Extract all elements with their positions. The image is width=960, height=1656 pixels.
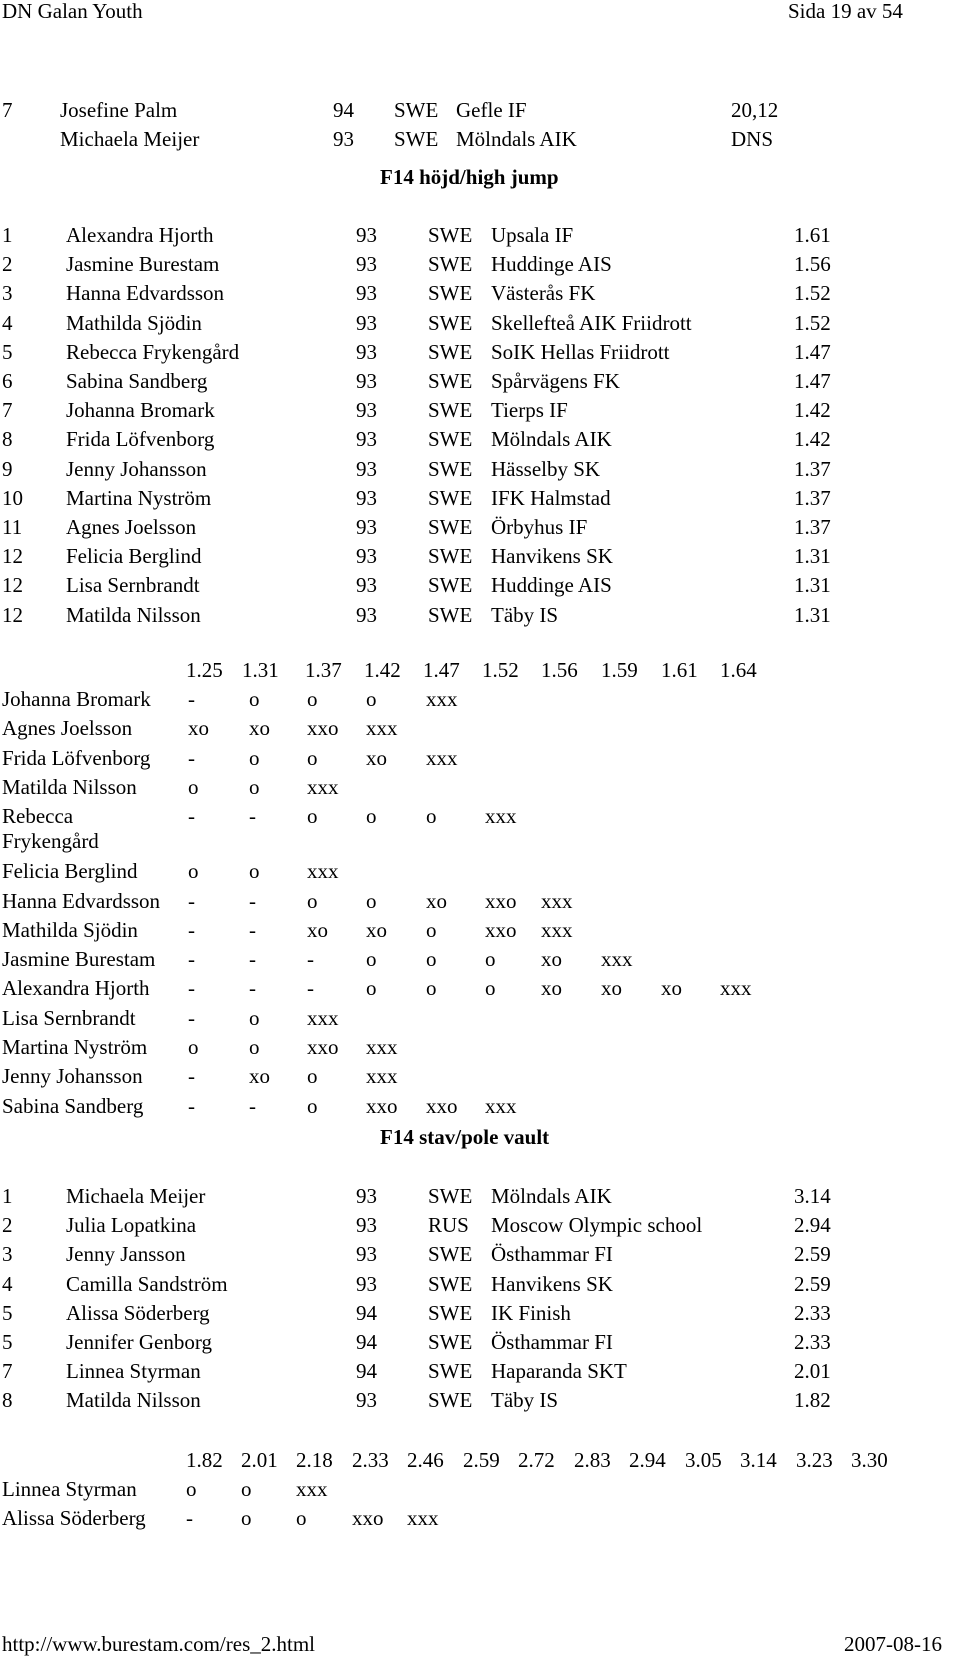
pole-vault-result-cell: Östhammar FI xyxy=(491,1330,613,1354)
pole-vault-result-cell: 2.59 xyxy=(794,1242,831,1267)
header-title: DN Galan Youth xyxy=(2,0,143,23)
pole-vault-result-cell: 93 xyxy=(356,1388,377,1413)
high-jump-attempt-name: Lisa Sernbrandt xyxy=(2,1005,136,1030)
high-jump-attempt-mark: xo xyxy=(249,716,270,741)
high-jump-result-cell: SWE xyxy=(428,573,473,598)
pole-vault-result-cell: 4 xyxy=(2,1271,13,1296)
high-jump-attempt-name: Rebecca xyxy=(2,804,74,829)
high-jump-attempt-mark: o xyxy=(485,947,496,972)
pole-vault-result-cell: 8 xyxy=(2,1388,13,1413)
pole-vault-attempt-name: Alissa Söderberg xyxy=(2,1506,146,1531)
high-jump-attempt-mark: o xyxy=(366,947,377,972)
high-jump-attempt-mark: xxx xyxy=(307,774,339,799)
high-jump-attempt-name: Martina Nyström xyxy=(2,1035,148,1059)
pole-vault-result-cell: 5 xyxy=(2,1300,13,1325)
pole-vault-result-cell: 94 xyxy=(356,1330,377,1354)
pole-vault-result-cell: 5 xyxy=(2,1330,13,1354)
high-jump-attempt-mark: xxx xyxy=(601,947,633,972)
pole-vault-height: 2.46 xyxy=(407,1448,444,1472)
high-jump-height: 1.37 xyxy=(305,658,342,682)
high-jump-attempt-mark: o xyxy=(366,888,377,913)
high-jump-attempt-mark: o xyxy=(307,804,318,829)
high-jump-result-cell: Örbyhus IF xyxy=(491,515,588,539)
high-jump-attempt-mark: - xyxy=(188,1093,195,1118)
high-jump-result-cell: SWE xyxy=(428,252,473,277)
high-jump-result-cell: Jasmine Burestam xyxy=(66,252,220,277)
high-jump-result-cell: Johanna Bromark xyxy=(66,398,215,423)
high-jump-attempt-mark: o xyxy=(307,745,318,770)
high-jump-attempt-mark: - xyxy=(249,888,256,913)
high-jump-height: 1.47 xyxy=(423,658,460,682)
prev-event-cell: Mölndals AIK xyxy=(456,127,577,151)
pole-vault-height: 3.23 xyxy=(796,1448,833,1472)
pole-vault-height: 1.82 xyxy=(186,1448,223,1472)
high-jump-result-cell: SWE xyxy=(428,398,473,423)
high-jump-attempt-name: Sabina Sandberg xyxy=(2,1093,144,1118)
high-jump-result-cell: 11 xyxy=(2,515,23,539)
high-jump-attempt-mark: o xyxy=(307,888,318,913)
high-jump-attempt-mark: o xyxy=(366,804,377,829)
high-jump-result-cell: 10 xyxy=(2,485,23,510)
pole-vault-result-cell: 2 xyxy=(2,1213,13,1238)
pole-vault-attempt-mark: o xyxy=(296,1506,307,1531)
pole-vault-result-cell: 2.33 xyxy=(794,1330,831,1354)
high-jump-result-cell: 93 xyxy=(356,456,377,481)
high-jump-result-cell: Rebecca Frykengård xyxy=(66,339,240,364)
high-jump-result-cell: 1 xyxy=(2,223,13,247)
pole-vault-result-cell: 94 xyxy=(356,1359,377,1384)
high-jump-attempt-mark: xo xyxy=(541,947,562,972)
high-jump-attempt-mark: xxo xyxy=(366,1093,398,1118)
pole-vault-result-cell: 94 xyxy=(356,1300,377,1325)
pole-vault-attempt-name: Linnea Styrman xyxy=(2,1477,137,1501)
pole-vault-result-cell: Haparanda SKT xyxy=(491,1359,627,1384)
high-jump-result-cell: Hanvikens SK xyxy=(491,544,613,569)
high-jump-attempt-mark: xxo xyxy=(307,716,339,741)
pole-vault-result-cell: 1 xyxy=(2,1184,13,1208)
high-jump-attempt-mark: o xyxy=(249,859,260,884)
pole-vault-result-cell: Linnea Styrman xyxy=(66,1359,201,1384)
high-jump-attempt-mark: o xyxy=(426,804,437,829)
high-jump-result-cell: SWE xyxy=(428,456,473,481)
high-jump-attempt-mark: o xyxy=(366,976,377,1001)
pole-vault-height: 2.01 xyxy=(241,1448,278,1472)
high-jump-result-cell: Spårvägens FK xyxy=(491,369,620,393)
pole-vault-attempt-mark: - xyxy=(186,1506,193,1531)
high-jump-attempt-mark: xxx xyxy=(541,888,573,913)
prev-event-cell: DNS xyxy=(731,127,774,151)
high-jump-attempt-mark: - xyxy=(249,804,256,829)
high-jump-height: 1.56 xyxy=(541,658,578,682)
high-jump-attempt-mark: o xyxy=(249,1035,260,1059)
high-jump-result-cell: 93 xyxy=(356,310,377,335)
pole-vault-result-cell: SWE xyxy=(428,1300,473,1325)
high-jump-result-cell: Matilda Nilsson xyxy=(66,602,201,627)
high-jump-result-cell: SWE xyxy=(428,515,473,539)
high-jump-attempt-mark: - xyxy=(188,687,195,711)
high-jump-attempt-mark: xo xyxy=(366,745,387,770)
high-jump-attempt-mark: xxx xyxy=(307,1005,339,1030)
pole-vault-attempt-mark: xxo xyxy=(352,1506,384,1531)
high-jump-result-cell: Martina Nyström xyxy=(66,485,212,510)
footer-url: http://www.burestam.com/res_2.html xyxy=(2,1632,316,1656)
high-jump-result-cell: 1.37 xyxy=(794,456,831,481)
pole-vault-result-cell: 1.82 xyxy=(794,1388,831,1413)
high-jump-result-cell: Tierps IF xyxy=(491,398,568,423)
high-jump-height: 1.31 xyxy=(242,658,279,682)
pole-vault-title: F14 stav/pole vault xyxy=(380,1125,550,1149)
high-jump-result-cell: SWE xyxy=(428,602,473,627)
pole-vault-attempt-mark: xxx xyxy=(407,1506,439,1531)
high-jump-attempt-mark: xxo xyxy=(485,888,517,913)
high-jump-result-cell: 93 xyxy=(356,485,377,510)
high-jump-attempt-mark: - xyxy=(188,1005,195,1030)
high-jump-attempt-mark: o xyxy=(249,774,260,799)
pole-vault-result-cell: SWE xyxy=(428,1359,473,1384)
high-jump-result-cell: Jenny Johansson xyxy=(66,456,207,481)
pole-vault-result-cell: SWE xyxy=(428,1330,473,1354)
pole-vault-result-cell: IK Finish xyxy=(491,1300,571,1325)
high-jump-attempt-mark: o xyxy=(188,859,199,884)
pole-vault-result-cell: 3.14 xyxy=(794,1184,831,1208)
high-jump-attempt-mark: o xyxy=(188,1035,199,1059)
high-jump-attempt-mark: - xyxy=(188,804,195,829)
high-jump-result-cell: Frida Löfvenborg xyxy=(66,427,215,452)
high-jump-attempt-name: Hanna Edvardsson xyxy=(2,888,161,913)
high-jump-result-cell: 12 xyxy=(2,544,23,569)
prev-event-cell: 7 xyxy=(2,98,13,122)
pole-vault-attempt-mark: o xyxy=(241,1506,252,1531)
pole-vault-result-cell: SWE xyxy=(428,1184,473,1208)
high-jump-result-cell: Huddinge AIS xyxy=(491,252,612,277)
high-jump-result-cell: Sabina Sandberg xyxy=(66,369,208,393)
high-jump-height: 1.59 xyxy=(601,658,638,682)
prev-event-cell: SWE xyxy=(394,98,439,122)
high-jump-result-cell: 12 xyxy=(2,602,23,627)
high-jump-result-cell: Huddinge AIS xyxy=(491,573,612,598)
high-jump-attempt-mark: o xyxy=(307,1093,318,1118)
pole-vault-result-cell: Mölndals AIK xyxy=(491,1184,612,1208)
high-jump-attempt-name: Alexandra Hjorth xyxy=(2,976,150,1001)
high-jump-result-cell: SWE xyxy=(428,281,473,306)
high-jump-result-cell: SWE xyxy=(428,427,473,452)
high-jump-result-cell: Mathilda Sjödin xyxy=(66,310,202,335)
high-jump-attempt-mark: - xyxy=(188,745,195,770)
high-jump-attempt-mark: xo xyxy=(426,888,447,913)
pole-vault-result-cell: Michaela Meijer xyxy=(66,1184,206,1208)
prev-event-cell: Gefle IF xyxy=(456,98,527,122)
high-jump-result-cell: 1.47 xyxy=(794,369,831,393)
pole-vault-result-cell: SWE xyxy=(428,1242,473,1267)
pole-vault-result-cell: 7 xyxy=(2,1359,13,1384)
high-jump-attempt-mark: - xyxy=(188,888,195,913)
high-jump-result-cell: Västerås FK xyxy=(491,281,596,306)
high-jump-attempt-name: Jasmine Burestam xyxy=(2,947,156,972)
high-jump-attempt-mark: xo xyxy=(366,917,387,942)
high-jump-attempt-mark: xxo xyxy=(426,1093,458,1118)
high-jump-result-cell: 93 xyxy=(356,252,377,277)
high-jump-attempt-mark: xxx xyxy=(366,1035,398,1059)
high-jump-result-cell: 1.37 xyxy=(794,515,831,539)
pole-vault-result-cell: 2.94 xyxy=(794,1213,831,1238)
high-jump-attempt-mark: xxx xyxy=(485,1093,517,1118)
prev-event-cell: 93 xyxy=(333,127,354,151)
high-jump-attempt-mark: xxx xyxy=(426,745,458,770)
high-jump-attempt-name: Felicia Berglind xyxy=(2,859,138,884)
high-jump-attempt-mark: xo xyxy=(601,976,622,1001)
pole-vault-result-cell: Alissa Söderberg xyxy=(66,1300,210,1325)
prev-event-cell: SWE xyxy=(394,127,439,151)
high-jump-result-cell: 3 xyxy=(2,281,13,306)
high-jump-result-cell: SWE xyxy=(428,369,473,393)
high-jump-result-cell: IFK Halmstad xyxy=(491,485,611,510)
high-jump-attempt-mark: o xyxy=(249,1005,260,1030)
high-jump-attempt-mark: - xyxy=(188,917,195,942)
high-jump-attempt-mark: xxx xyxy=(426,687,458,711)
high-jump-result-cell: 2 xyxy=(2,252,13,277)
pole-vault-result-cell: 93 xyxy=(356,1184,377,1208)
pole-vault-result-cell: Matilda Nilsson xyxy=(66,1388,201,1413)
high-jump-attempt-mark: o xyxy=(188,774,199,799)
high-jump-result-cell: 5 xyxy=(2,339,13,364)
high-jump-height: 1.52 xyxy=(482,658,519,682)
high-jump-attempt-mark: - xyxy=(188,976,195,1001)
high-jump-attempt-mark: xxx xyxy=(720,976,752,1001)
pole-vault-attempt-mark: o xyxy=(186,1477,197,1501)
high-jump-attempt-mark: - xyxy=(188,947,195,972)
pole-vault-height: 2.72 xyxy=(518,1448,555,1472)
high-jump-attempt-name: Frida Löfvenborg xyxy=(2,745,151,770)
high-jump-attempt-mark: xxx xyxy=(485,804,517,829)
high-jump-result-cell: SWE xyxy=(428,544,473,569)
pole-vault-result-cell: Hanvikens SK xyxy=(491,1271,613,1296)
high-jump-result-cell: 9 xyxy=(2,456,13,481)
high-jump-result-cell: 1.37 xyxy=(794,485,831,510)
high-jump-attempt-mark: - xyxy=(249,917,256,942)
high-jump-result-cell: SWE xyxy=(428,310,473,335)
high-jump-result-cell: 12 xyxy=(2,573,23,598)
pole-vault-result-cell: 2.59 xyxy=(794,1271,831,1296)
high-jump-result-cell: 1.61 xyxy=(794,223,831,247)
high-jump-attempt-name: Frykengård xyxy=(2,829,99,854)
high-jump-attempt-mark: - xyxy=(307,976,314,1001)
high-jump-attempt-mark: o xyxy=(249,745,260,770)
high-jump-result-cell: 1.42 xyxy=(794,427,831,452)
prev-event-cell: Michaela Meijer xyxy=(60,127,200,151)
high-jump-attempt-mark: - xyxy=(249,976,256,1001)
pole-vault-attempt-mark: o xyxy=(241,1477,252,1501)
pole-vault-height: 2.33 xyxy=(352,1448,389,1472)
high-jump-result-cell: Mölndals AIK xyxy=(491,427,612,452)
pole-vault-result-cell: Camilla Sandström xyxy=(66,1271,228,1296)
high-jump-result-cell: 1.47 xyxy=(794,339,831,364)
pole-vault-height: 2.18 xyxy=(296,1448,333,1472)
pole-vault-result-cell: RUS xyxy=(428,1213,469,1238)
high-jump-result-cell: 1.31 xyxy=(794,544,831,569)
high-jump-attempt-mark: - xyxy=(188,1064,195,1089)
high-jump-result-cell: SWE xyxy=(428,485,473,510)
high-jump-result-cell: 1.31 xyxy=(794,573,831,598)
high-jump-result-cell: SWE xyxy=(428,223,473,247)
high-jump-result-cell: 93 xyxy=(356,515,377,539)
high-jump-result-cell: Täby IS xyxy=(491,602,559,627)
high-jump-attempt-mark: o xyxy=(485,976,496,1001)
high-jump-result-cell: Skellefteå AIK Friidrott xyxy=(491,310,692,335)
high-jump-result-cell: 8 xyxy=(2,427,13,452)
high-jump-result-cell: Agnes Joelsson xyxy=(66,515,197,539)
high-jump-attempt-mark: - xyxy=(249,1093,256,1118)
high-jump-attempt-name: Jenny Johansson xyxy=(2,1064,143,1089)
high-jump-attempt-mark: - xyxy=(307,947,314,972)
high-jump-attempt-mark: o xyxy=(426,947,437,972)
high-jump-attempt-mark: o xyxy=(426,917,437,942)
high-jump-result-cell: 93 xyxy=(356,544,377,569)
high-jump-attempt-mark: xo xyxy=(249,1064,270,1089)
high-jump-attempt-mark: o xyxy=(426,976,437,1001)
footer-date: 2007-08-16 xyxy=(844,1632,942,1656)
pole-vault-result-cell: 2.01 xyxy=(794,1359,831,1384)
high-jump-result-cell: 6 xyxy=(2,369,13,393)
high-jump-attempt-mark: o xyxy=(249,687,260,711)
high-jump-result-cell: 93 xyxy=(356,223,377,247)
high-jump-attempt-name: Mathilda Sjödin xyxy=(2,917,138,942)
pole-vault-result-cell: Jenny Jansson xyxy=(66,1242,186,1267)
high-jump-height: 1.42 xyxy=(364,658,401,682)
high-jump-result-cell: Hanna Edvardsson xyxy=(66,281,225,306)
high-jump-height: 1.61 xyxy=(661,658,698,682)
high-jump-attempt-mark: xo xyxy=(307,917,328,942)
pole-vault-result-cell: Julia Lopatkina xyxy=(66,1213,197,1238)
pole-vault-result-cell: SWE xyxy=(428,1388,473,1413)
high-jump-attempt-mark: xxx xyxy=(366,716,398,741)
high-jump-result-cell: SWE xyxy=(428,339,473,364)
pole-vault-result-cell: 2.33 xyxy=(794,1300,831,1325)
pole-vault-result-cell: 93 xyxy=(356,1242,377,1267)
high-jump-result-cell: 1.42 xyxy=(794,398,831,423)
pole-vault-height: 2.94 xyxy=(629,1448,666,1472)
high-jump-attempt-name: Matilda Nilsson xyxy=(2,774,137,799)
high-jump-attempt-name: Agnes Joelsson xyxy=(2,716,133,741)
high-jump-height: 1.25 xyxy=(186,658,223,682)
high-jump-attempt-mark: xo xyxy=(661,976,682,1001)
high-jump-result-cell: 93 xyxy=(356,398,377,423)
high-jump-result-cell: Alexandra Hjorth xyxy=(66,223,214,247)
prev-event-cell: 94 xyxy=(333,98,354,122)
high-jump-attempt-mark: xxo xyxy=(485,917,517,942)
high-jump-result-cell: Upsala IF xyxy=(491,223,574,247)
high-jump-attempt-mark: o xyxy=(307,687,318,711)
high-jump-result-cell: 1.52 xyxy=(794,281,831,306)
pole-vault-result-cell: Östhammar FI xyxy=(491,1242,613,1267)
high-jump-attempt-mark: xo xyxy=(188,716,209,741)
pole-vault-result-cell: Jennifer Genborg xyxy=(66,1330,212,1354)
high-jump-attempt-mark: o xyxy=(366,687,377,711)
pole-vault-height: 2.59 xyxy=(463,1448,500,1472)
pole-vault-result-cell: Moscow Olympic school xyxy=(491,1213,703,1238)
pole-vault-result-cell: 93 xyxy=(356,1271,377,1296)
high-jump-result-cell: 93 xyxy=(356,602,377,627)
high-jump-result-cell: Lisa Sernbrandt xyxy=(66,573,200,598)
pole-vault-height: 3.14 xyxy=(740,1448,777,1472)
high-jump-attempt-mark: xxx xyxy=(541,917,573,942)
high-jump-result-cell: 93 xyxy=(356,281,377,306)
high-jump-result-cell: 93 xyxy=(356,573,377,598)
high-jump-result-cell: 93 xyxy=(356,369,377,393)
pole-vault-result-cell: SWE xyxy=(428,1271,473,1296)
high-jump-attempt-mark: - xyxy=(249,947,256,972)
pole-vault-height: 3.05 xyxy=(685,1448,722,1472)
high-jump-attempt-mark: xxo xyxy=(307,1035,339,1059)
high-jump-attempt-name: Johanna Bromark xyxy=(2,687,151,711)
high-jump-title: F14 höjd/high jump xyxy=(380,165,559,189)
high-jump-result-cell: 4 xyxy=(2,310,13,335)
pole-vault-height: 3.30 xyxy=(851,1448,888,1472)
high-jump-attempt-mark: xo xyxy=(541,976,562,1001)
high-jump-height: 1.64 xyxy=(720,658,757,682)
pole-vault-result-cell: Täby IS xyxy=(491,1388,559,1413)
pole-vault-result-cell: 3 xyxy=(2,1242,13,1267)
pole-vault-attempt-mark: xxx xyxy=(296,1477,328,1501)
high-jump-result-cell: 1.52 xyxy=(794,310,831,335)
pole-vault-result-cell: 93 xyxy=(356,1213,377,1238)
prev-event-cell: 20,12 xyxy=(731,98,779,122)
high-jump-result-cell: 7 xyxy=(2,398,13,423)
high-jump-attempt-mark: xxx xyxy=(366,1064,398,1089)
high-jump-result-cell: 93 xyxy=(356,427,377,452)
high-jump-result-cell: Hässelby SK xyxy=(491,456,601,481)
high-jump-result-cell: SoIK Hellas Friidrott xyxy=(491,339,670,364)
header-page-number: Sida 19 av 54 xyxy=(788,0,903,23)
pole-vault-height: 2.83 xyxy=(574,1448,611,1472)
high-jump-result-cell: 93 xyxy=(356,339,377,364)
high-jump-result-cell: Felicia Berglind xyxy=(66,544,202,569)
prev-event-cell: Josefine Palm xyxy=(60,98,178,122)
high-jump-result-cell: 1.31 xyxy=(794,602,831,627)
high-jump-attempt-mark: o xyxy=(307,1064,318,1089)
high-jump-result-cell: 1.56 xyxy=(794,252,831,277)
high-jump-attempt-mark: xxx xyxy=(307,859,339,884)
